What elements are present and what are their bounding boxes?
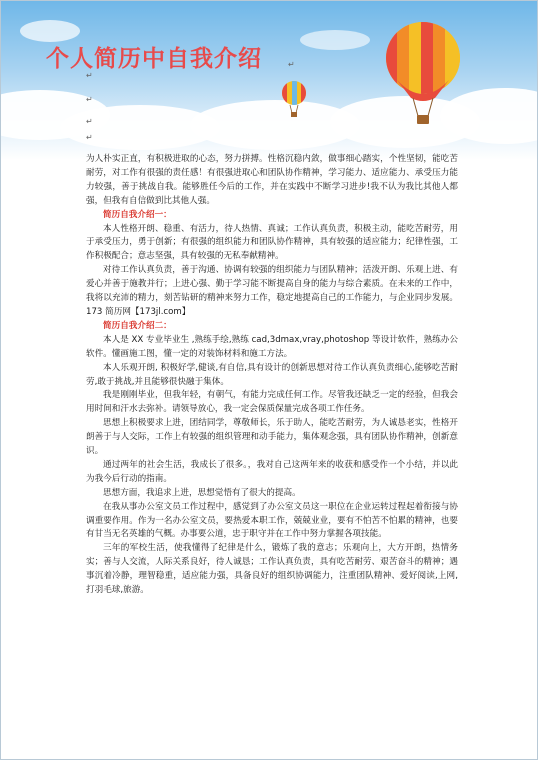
body-paragraph: 通过两年的社会生活，我成长了很多。，我对自己这两年来的收获和感受作一个小结，并以此为我今后行动的指南。 xyxy=(86,459,458,484)
paragraph-mark-icon: ↵ xyxy=(86,71,93,80)
cloud-decoration xyxy=(20,20,80,42)
body-paragraph: 为人朴实正直，有积极进取的心态，努力拼搏。性格沉稳内敛，做事细心踏实，个性坚韧，能吃苦耐劳，对工作有很强的责任感！有很强进取心和团队协作精神，学习能力、适应能力、承受压力能力较强，善于挑战自我。能够胜任今后的工作，并在实践中不断学习进步!我不认为我比其他人都强，但我有自信做到比其他人强。 xyxy=(86,154,458,206)
body-paragraph: 思想方面，我追求上进，思想觉悟有了很大的提高。 xyxy=(103,487,301,498)
paragraph-mark-icon: ↵ xyxy=(288,60,295,69)
body-paragraph: 本人乐观开朗, 积极好学,健谈,有自信,具有设计的创新思想对待工作认真负责细心,能够吃苦耐劳,敢于挑战,并且能够很快融于集体。 xyxy=(86,362,458,387)
body-paragraph: 在我从事办公室文员工作过程中，感觉到了办公室文员这一职位在企业运转过程起着衔接与协调重要作用。作为一名办公室文员，要热爱本职工作，兢兢业业，要有不怕苦不怕累的精神，也要有甘当无名英雄的气概。办事要公道，忠于职守并在工作中努力掌握各项技能。 xyxy=(86,501,458,540)
body-paragraph: 本人性格开朗、稳重、有活力，待人热情、真诚；工作认真负责，积极主动，能吃苦耐劳，用于承受压力，勇于创新；有很强的组织能力和团队协作精神，具有较强的适应能力；纪律性强，工作积极配合；意志坚强，具有较强的无私奉献精神。 xyxy=(86,223,458,262)
page-title: 个人简历中自我介绍 xyxy=(46,46,262,72)
document-body xyxy=(86,153,458,598)
section-heading: 简历自我介绍一： xyxy=(103,209,172,220)
body-paragraph: 我是刚刚毕业，但我年轻，有朝气，有能力完成任何工作。尽管我还缺乏一定的经验，但我会用时间和汗水去弥补。请领导放心，我一定会保质保量完成各项工作任务。 xyxy=(86,390,458,415)
body-paragraph: 思想上积极要求上进，团结同学，尊敬师长，乐于助人，能吃苦耐劳，为人诚恳老实，性格开朗善于与人交际，工作上有较强的组织管理和动手能力，集体观念强，具有团队协作精神，创新意识。 xyxy=(86,418,458,457)
paragraph-mark-icon: ↵ xyxy=(86,95,93,104)
body-paragraph: 对待工作认真负责，善于沟通、协调有较强的组织能力与团队精神；活泼开朗、乐观上进、有爱心并善于施教并行；上进心强、勤于学习能不断提高自身的能力与综合素质。在未来的工作中，我将以充沛的精力，刻苦钻研的精神来努力工作，稳定地提高自己的工作能力，与企业同步发展。173 简历网【173jl.com】 xyxy=(86,265,458,317)
paragraph-mark-icon: ↵ xyxy=(86,117,93,126)
small-balloon-icon xyxy=(280,80,308,120)
cloud-decoration xyxy=(300,30,370,50)
section-heading: 简历自我介绍二： xyxy=(103,320,172,331)
body-paragraph: 本人是 XX 专业毕业生 ,熟练手绘,熟练 cad,3dmax,vray,photoshop 等设计软件，熟练办公软件。懂画施工图，懂一定的对装饰材料和施工方法。 xyxy=(86,334,458,359)
paragraph-mark-icon: ↵ xyxy=(86,133,93,142)
body-paragraph: 三年的军校生活，使我懂得了纪律是什么，锻炼了我的意志；乐观向上，大方开朗，热情务实；善与人交流，人际关系良好，待人诚恳；工作认真负责，具有吃苦耐劳、艰苦奋斗的精神；遇事沉着冷静，理智稳重，适应能力强，具备良好的组织协调能力，注重团队精神、爱好阅读,上网,打羽毛球,旅游。 xyxy=(86,543,458,596)
hot-air-balloon-icon xyxy=(383,20,463,130)
